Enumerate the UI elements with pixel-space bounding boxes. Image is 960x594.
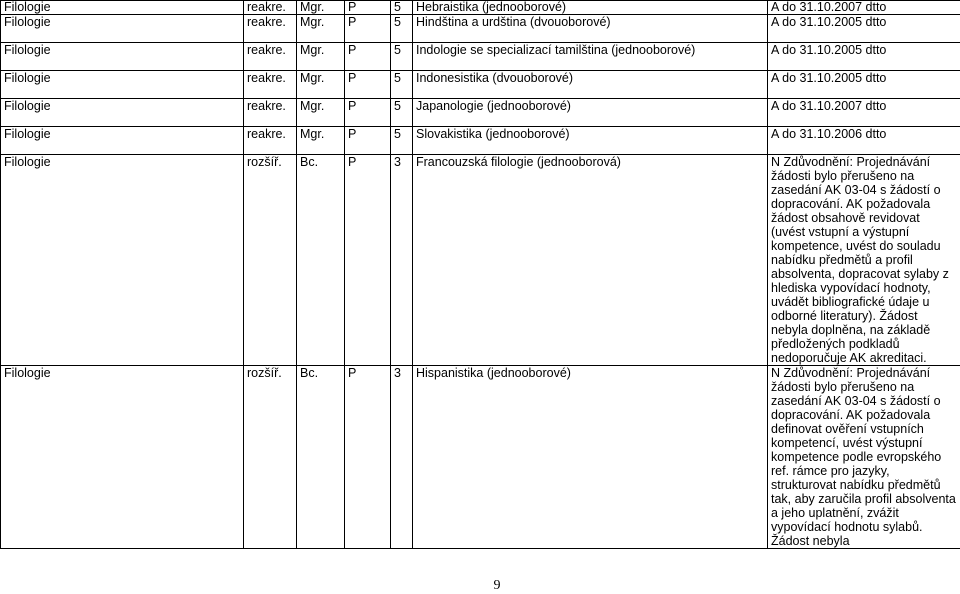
field-text: Filologie: [4, 43, 243, 57]
form-text: P: [348, 15, 390, 29]
degree-cell: [297, 43, 345, 71]
program-text: Hindština a urdština (dvouoborové): [416, 15, 767, 29]
type-cell: [244, 43, 297, 71]
form-cell: [345, 99, 391, 127]
program-text: Indologie se specializací tamilština (jednooborové): [416, 43, 767, 57]
years-text: 5: [394, 15, 412, 29]
table-row: [1, 1, 960, 15]
type-text: reakre.: [247, 43, 296, 57]
degree-text: Mgr.: [300, 43, 344, 57]
years-cell: [391, 155, 413, 366]
field-cell: [1, 99, 244, 127]
program-cell: [413, 99, 768, 127]
field-text: Filologie: [4, 99, 243, 113]
program-text: Hebraistika (jednooborové): [416, 0, 767, 14]
program-cell: [413, 71, 768, 99]
degree-cell: [297, 15, 345, 43]
table-row: [1, 99, 960, 127]
program-text: Slovakistika (jednooborové): [416, 127, 767, 141]
table-row: [1, 366, 960, 549]
status-text: N Zdůvodnění: Projednávání žádosti bylo přerušeno na zasedání AK 03-04 s žádostí o dopracování. AK požadovala definovat ověření vstupních kompetencí, uvést výstupní kompetence podle evropského ref. rámce pro jazyky, strukturovat nabídku předmětů tak, aby zaručila profil absolventa a jeho uplatnění, zvážit vypovídací hodnotu sylabů. Žádost nebyla: [771, 366, 960, 548]
type-cell: [244, 155, 297, 366]
type-text: reakre.: [247, 127, 296, 141]
program-cell: [413, 15, 768, 43]
status-cell: [768, 127, 960, 155]
status-text: A do 31.10.2005 dtto: [771, 71, 960, 85]
degree-cell: [297, 99, 345, 127]
form-text: P: [348, 155, 390, 169]
degree-text: Bc.: [300, 155, 344, 169]
years-text: 5: [394, 127, 412, 141]
degree-text: Bc.: [300, 366, 344, 380]
field-text: Filologie: [4, 0, 243, 14]
field-cell: [1, 15, 244, 43]
status-cell: [768, 43, 960, 71]
field-cell: [1, 366, 244, 549]
form-cell: [345, 71, 391, 99]
years-cell: [391, 15, 413, 43]
form-text: P: [348, 366, 390, 380]
years-text: 5: [394, 99, 412, 113]
form-text: P: [348, 127, 390, 141]
table-row: [1, 71, 960, 99]
type-cell: [244, 99, 297, 127]
field-cell: [1, 155, 244, 366]
program-text: Indonesistika (dvouoborové): [416, 71, 767, 85]
program-cell: [413, 127, 768, 155]
type-cell: [244, 127, 297, 155]
years-cell: [391, 1, 413, 15]
status-text: A do 31.10.2007 dtto: [771, 99, 960, 113]
form-cell: [345, 15, 391, 43]
type-cell: [244, 366, 297, 549]
years-cell: [391, 366, 413, 549]
type-cell: [244, 1, 297, 15]
field-cell: [1, 127, 244, 155]
table-row: [1, 127, 960, 155]
status-cell: [768, 1, 960, 15]
form-cell: [345, 155, 391, 366]
years-text: 5: [394, 43, 412, 57]
status-text: A do 31.10.2007 dtto: [771, 0, 960, 14]
degree-text: Mgr.: [300, 99, 344, 113]
form-text: P: [348, 71, 390, 85]
years-cell: [391, 71, 413, 99]
field-cell: [1, 71, 244, 99]
status-cell: [768, 155, 960, 366]
status-cell: [768, 71, 960, 99]
type-text: reakre.: [247, 99, 296, 113]
form-cell: [345, 127, 391, 155]
program-cell: [413, 1, 768, 15]
program-cell: [413, 43, 768, 71]
years-cell: [391, 127, 413, 155]
status-text: A do 31.10.2006 dtto: [771, 127, 960, 141]
field-text: Filologie: [4, 15, 243, 29]
years-text: 5: [394, 0, 412, 14]
degree-cell: [297, 71, 345, 99]
status-cell: [768, 15, 960, 43]
type-text: reakre.: [247, 0, 296, 14]
degree-text: Mgr.: [300, 71, 344, 85]
program-cell: [413, 366, 768, 549]
status-text: A do 31.10.2005 dtto: [771, 43, 960, 57]
degree-text: Mgr.: [300, 127, 344, 141]
program-cell: [413, 155, 768, 366]
form-cell: [345, 1, 391, 15]
degree-cell: [297, 366, 345, 549]
years-text: 3: [394, 366, 412, 380]
field-text: Filologie: [4, 366, 243, 380]
status-text: A do 31.10.2005 dtto: [771, 15, 960, 29]
page-number: 9: [0, 578, 960, 594]
field-text: Filologie: [4, 71, 243, 85]
form-text: P: [348, 43, 390, 57]
table-row: [1, 15, 960, 43]
degree-cell: [297, 127, 345, 155]
type-cell: [244, 71, 297, 99]
table-row: [1, 43, 960, 71]
form-text: P: [348, 99, 390, 113]
program-text: Japanologie (jednooborové): [416, 99, 767, 113]
status-cell: [768, 366, 960, 549]
type-cell: [244, 15, 297, 43]
degree-cell: [297, 1, 345, 15]
degree-cell: [297, 155, 345, 366]
degree-text: Mgr.: [300, 15, 344, 29]
status-cell: [768, 99, 960, 127]
field-cell: [1, 43, 244, 71]
field-text: Filologie: [4, 127, 243, 141]
years-text: 3: [394, 155, 412, 169]
status-text: N Zdůvodnění: Projednávání žádosti bylo přerušeno na zasedání AK 03-04 s žádostí o dopracování. AK požadovala žádost obsahově revidovat (uvést vstupní a výstupní kompetence, uvést do souladu nabídku předmětů a profil absolventa, dopracovat sylaby z hlediska vypovídací hodnoty, uvádět bibliografické údaje u odborné literatury). Žádost nebyla doplněna, na základě předložených podkladů nedoporučuje AK akreditaci.: [771, 155, 960, 365]
type-text: reakre.: [247, 15, 296, 29]
field-text: Filologie: [4, 155, 243, 169]
program-text: Francouzská filologie (jednooborová): [416, 155, 767, 169]
program-text: Hispanistika (jednooborové): [416, 366, 767, 380]
type-text: rozšíř.: [247, 155, 296, 169]
type-text: rozšíř.: [247, 366, 296, 380]
years-text: 5: [394, 71, 412, 85]
degree-text: Mgr.: [300, 0, 344, 14]
years-cell: [391, 99, 413, 127]
form-cell: [345, 43, 391, 71]
table-row: [1, 155, 960, 366]
years-cell: [391, 43, 413, 71]
type-text: reakre.: [247, 71, 296, 85]
form-text: P: [348, 0, 390, 14]
form-cell: [345, 366, 391, 549]
field-cell: [1, 1, 244, 15]
